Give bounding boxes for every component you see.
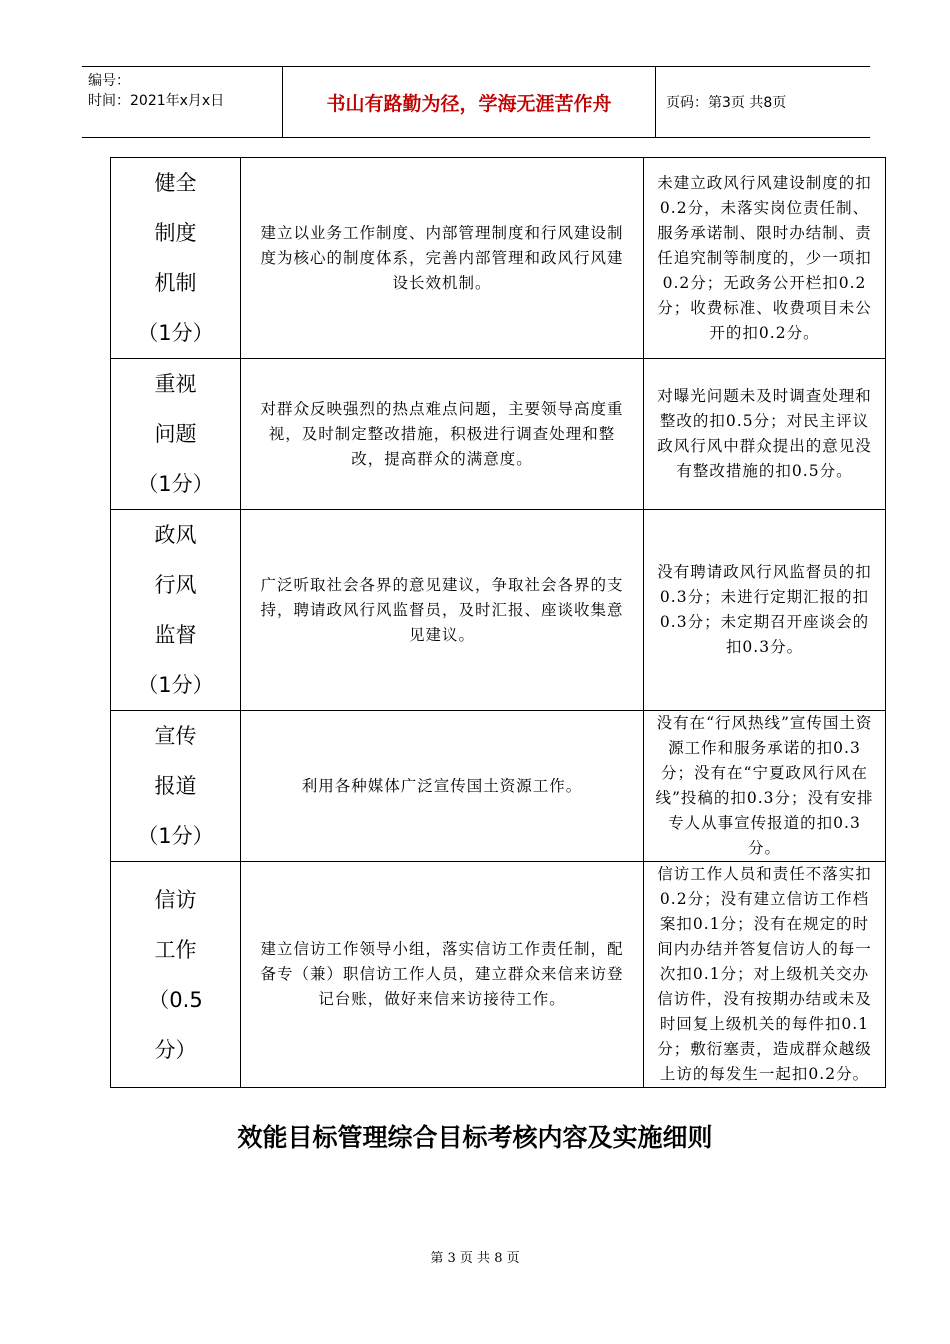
category-cell: 宣传 报道 （1分） bbox=[111, 711, 241, 862]
table-row bbox=[111, 158, 886, 359]
requirement-cell: 广泛听取社会各界的意见建议，争取社会各界的支持，聘请政风行风监督员，及时汇报、座谈收集意见建议。 bbox=[241, 510, 644, 711]
category-cell: 健全 制度 机制 （1分） bbox=[111, 158, 241, 359]
table-row bbox=[111, 862, 886, 1088]
requirement-cell: 建立信访工作领导小组，落实信访工作责任制，配备专（兼）职信访工作人员，建立群众来信来访登记台账，做好来信来访接待工作。 bbox=[241, 862, 644, 1088]
deduction-cell: 未建立政风行风建设制度的扣0.2分，未落实岗位责任制、服务承诺制、限时办结制、责任追究制等制度的，少一项扣0.2分；无政务公开栏扣0.2分；收费标准、收费项目未公开的扣0.2分。 bbox=[644, 158, 886, 359]
deduction-cell: 信访工作人员和责任不落实扣0.2分；没有建立信访工作档案扣0.1分；没有在规定的时间内办结并答复信访人的每一次扣0.1分；对上级机关交办信访件，没有按期办结或未及时回复上级机关的每件扣0.1分；敷衍塞责，造成群众越级上访的每发生一起扣0.2分。 bbox=[644, 862, 886, 1088]
header-motto: 书山有路勤为径，学海无涯苦作舟 bbox=[282, 67, 656, 137]
header-page-info: 页码：第3页 共8页 bbox=[666, 95, 787, 111]
table-row bbox=[111, 510, 886, 711]
document-number-label: 编号： bbox=[88, 73, 130, 89]
page-header bbox=[82, 66, 870, 138]
table-row bbox=[111, 711, 886, 862]
requirement-cell: 利用各种媒体广泛宣传国土资源工作。 bbox=[241, 711, 644, 862]
table-row bbox=[111, 359, 886, 510]
page-footer: 第 3 页 共 8 页 bbox=[430, 1251, 520, 1266]
assessment-table bbox=[110, 157, 886, 1088]
deduction-cell: 没有在“行风热线”宣传国土资源工作和服务承诺的扣0.3分；没有在“宁夏政风行风在线”投稿的扣0.3分；没有安排专人从事宣传报道的扣0.3分。 bbox=[644, 711, 886, 862]
category-cell: 重视 问题 （1分） bbox=[111, 359, 241, 510]
deduction-cell: 没有聘请政风行风监督员的扣0.3分；未进行定期汇报的扣0.3分；未定期召开座谈会的扣0.3分。 bbox=[644, 510, 886, 711]
category-cell: 信访 工作 （0.5 分） bbox=[111, 862, 241, 1088]
category-cell: 政风 行风 监督 （1分） bbox=[111, 510, 241, 711]
section-title: 效能目标管理综合目标考核内容及实施细则 bbox=[237, 1123, 713, 1152]
requirement-cell: 对群众反映强烈的热点难点问题，主要领导高度重视，及时制定整改措施，积极进行调查处理和整改，提高群众的满意度。 bbox=[241, 359, 644, 510]
requirement-cell: 建立以业务工作制度、内部管理制度和行风建设制度为核心的制度体系，完善内部管理和政风行风建设长效机制。 bbox=[241, 158, 644, 359]
header-meta bbox=[82, 67, 282, 137]
document-date: 时间：2021年x月x日 bbox=[88, 93, 225, 109]
deduction-cell: 对曝光问题未及时调查处理和整改的扣0.5分；对民主评议政风行风中群众提出的意见没有整改措施的扣0.5分。 bbox=[644, 359, 886, 510]
